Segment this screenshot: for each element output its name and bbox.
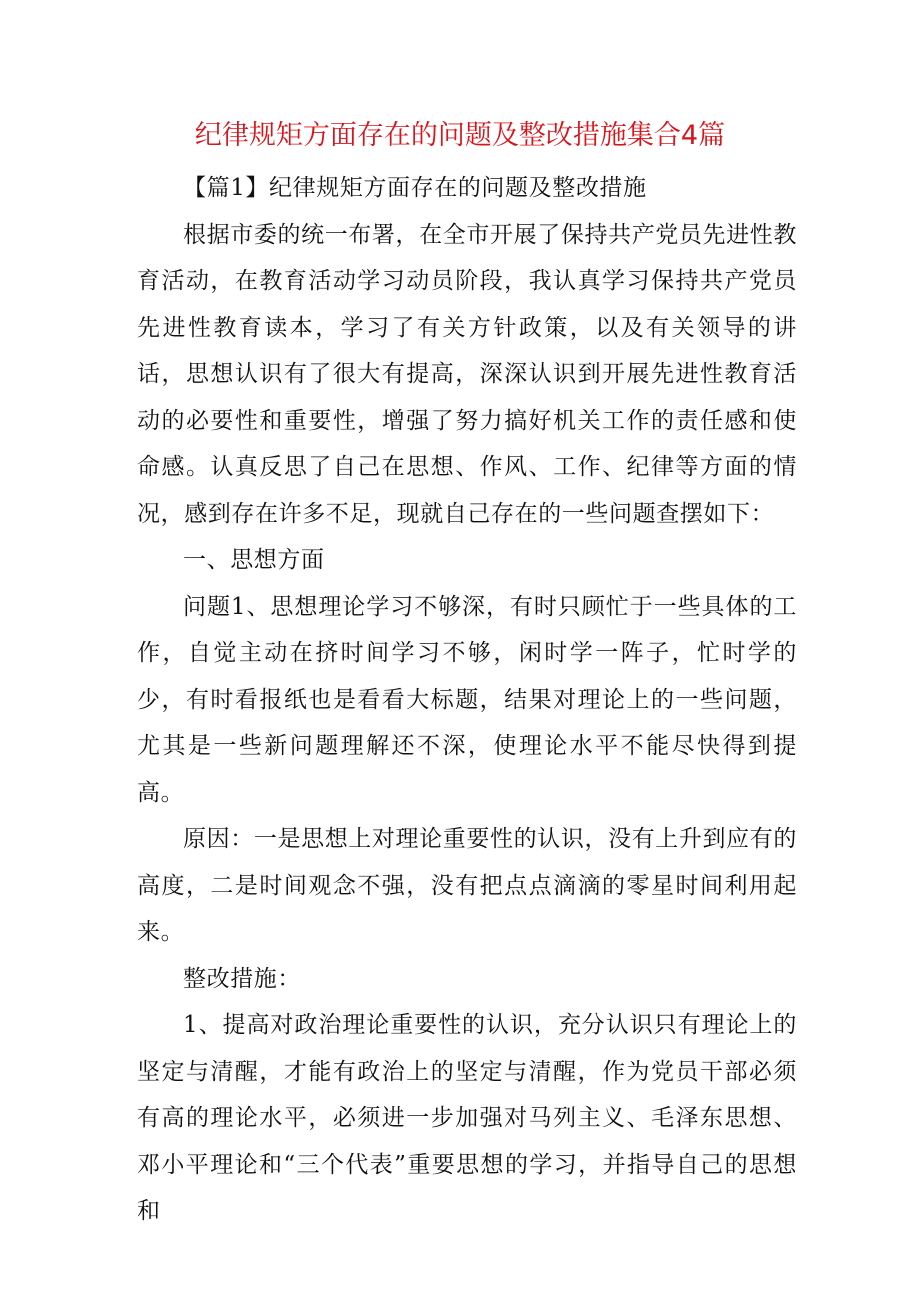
paragraph-measure-1: 1、提高对政治理论重要性的认识，充分认识只有理论上的坚定与清醒，才能有政治上的坚定与清醒，作为党员干部必须有高的理论水平，必须进一步加强对马列主义、毛泽东思想、邓小平理论和“三个代表”重要思想的学习，并指导自己的思想和 — [137, 1012, 797, 1224]
paragraph-problem-1: 问题1、思想理论学习不够深，有时只顾忙于一些具体的工作，自觉主动在挤时间学习不够，闲时学一阵子，忙时学的少，有时看报纸也是看看大标题，结果对理论上的一些问题，尤其是一些新问题理解还不深，使理论水平不能尽快得到提高。 — [137, 593, 797, 806]
paragraph-intro: 根据市委的统一布署，在全市开展了保持共产党员先进性教育活动，在教育活动学习动员阶段，我认真学习保持共产党员先进性教育读本，学习了有关方针政策，以及有关领导的讲话，思想认识有了很大有提高，深深认识到开展先进性教育活动的必要性和重要性，增强了努力搞好机关工作的责任感和使命感。认真反思了自己在思想、作风、工作、纪律等方面的情况，感到存在许多不足，现就自己存在的一些问题查摆如下： — [137, 221, 797, 527]
paragraph-cause: 原因：一是思想上对理论重要性的认识，没有上升到应有的高度，二是时间观念不强，没有把点点滴滴的零星时间利用起来。 — [137, 826, 797, 945]
paragraph-subheading-thought: 一、思想方面 — [183, 547, 325, 573]
paragraph-measures-heading: 整改措施： — [183, 965, 301, 992]
document-body — [137, 165, 797, 1235]
document-title: 纪律规矩方面存在的问题及整改措施集合4篇 — [194, 120, 726, 151]
section-heading: 【篇1】纪律规矩方面存在的问题及整改措施 — [183, 175, 647, 201]
